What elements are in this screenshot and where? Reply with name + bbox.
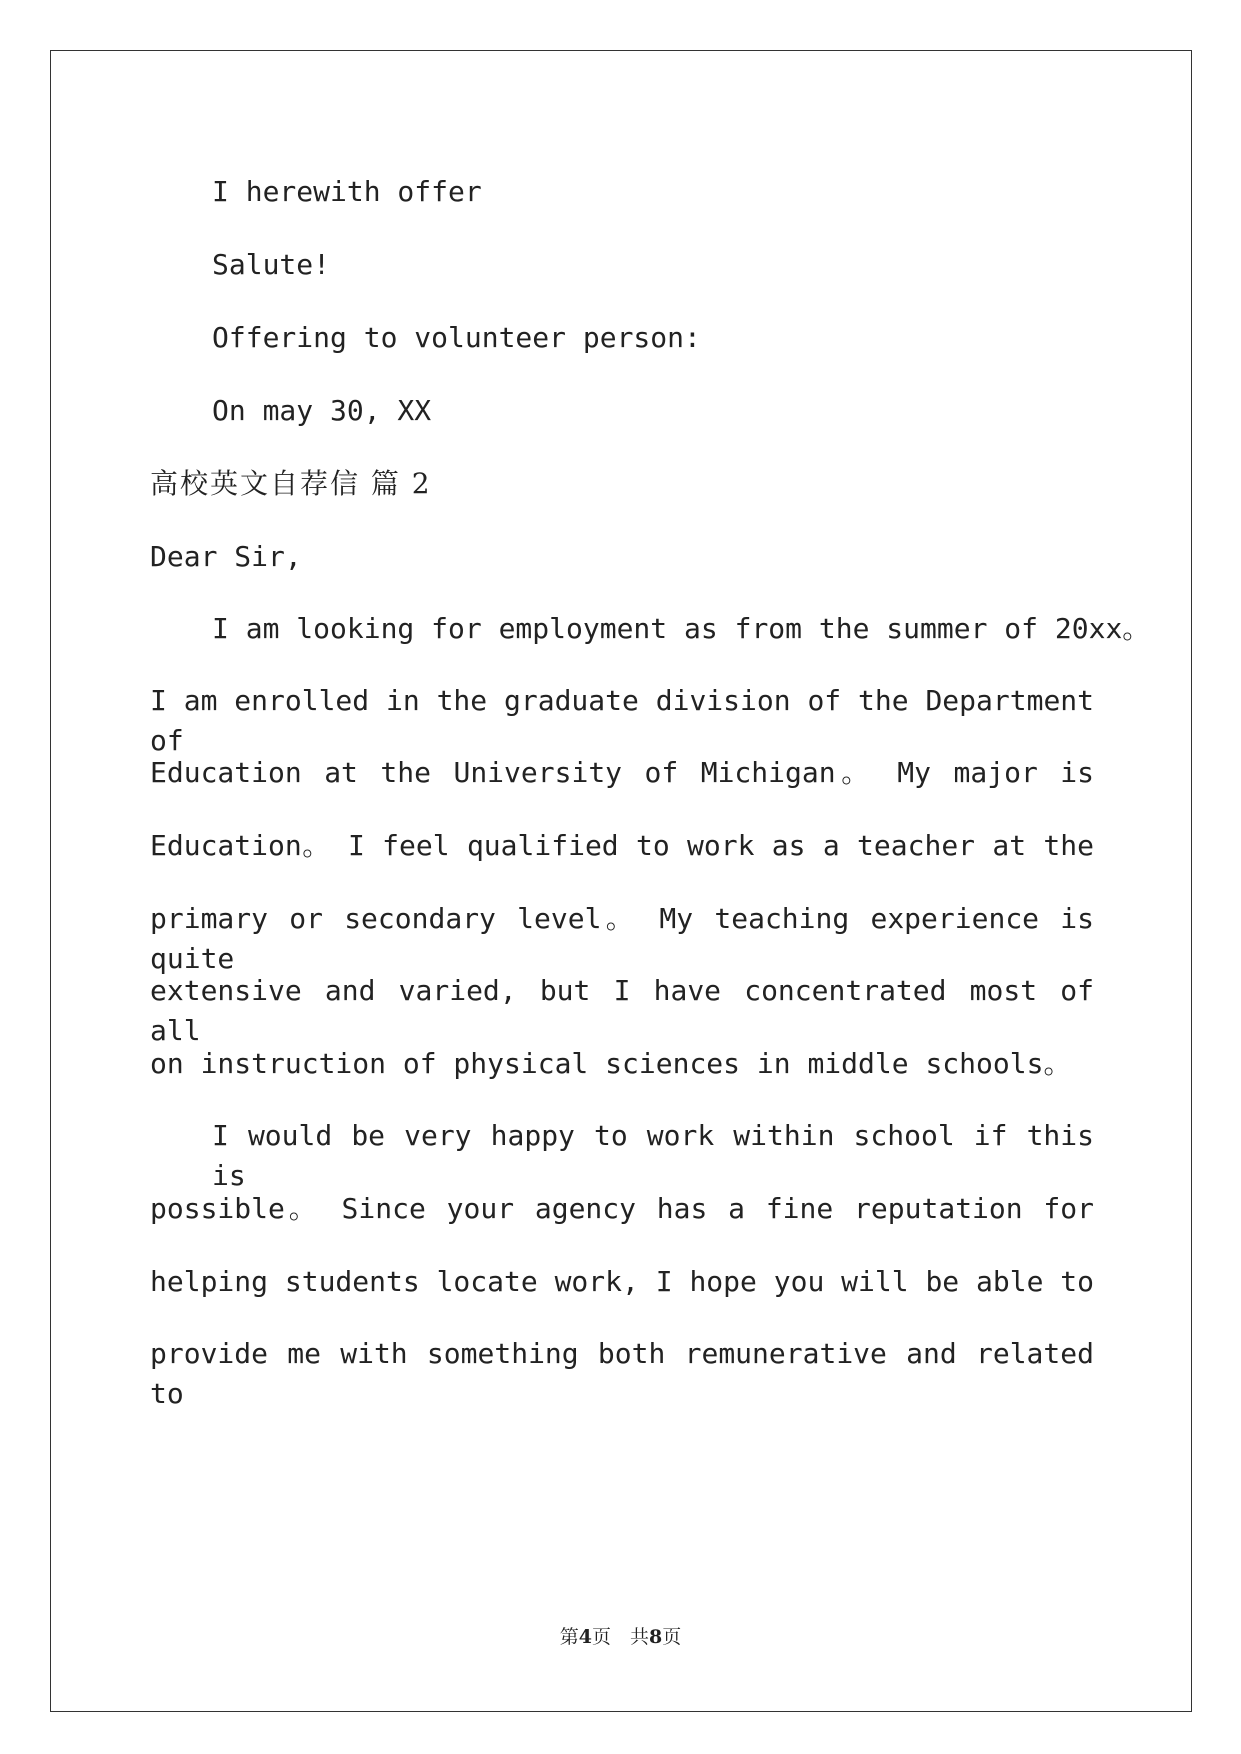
page-number-footer (0, 1622, 1241, 1649)
section-heading: 高校英文自荐信 篇 2 (150, 467, 432, 500)
salutation: Dear Sir, (150, 540, 302, 573)
page-border (50, 50, 1192, 1712)
paragraph1-line: I am enrolled in the graduate division of the Department of (150, 684, 1095, 757)
paragraph2-line: I would be very happy to work within school if this is (212, 1119, 1094, 1192)
footer-prefix: 第 (559, 1626, 579, 1648)
paragraph2-line: helping students locate work, I hope you will be able to (150, 1265, 1095, 1298)
closing-date: On may 30, XX (212, 394, 432, 427)
footer-middle: 页 共 (591, 1626, 649, 1648)
closing-line-volunteer: Offering to volunteer person: (212, 321, 701, 354)
current-page-number: 4 (578, 1626, 592, 1648)
footer-suffix: 页 (662, 1626, 682, 1648)
closing-line-offer: I herewith offer (212, 175, 482, 208)
paragraph1-line: Education at the University of Michigan。 My major is (150, 756, 1094, 789)
paragraph2-line: provide me with something both remunerative and related to (150, 1337, 1094, 1410)
paragraph1-line: on instruction of physical sciences in middle schools。 (150, 1047, 1072, 1080)
closing-line-salute: Salute! (212, 248, 331, 281)
paragraph1-line: Education。 I feel qualified to work as a teacher at the (150, 829, 1094, 862)
paragraph1-line: primary or secondary level。 My teaching experience is quite (150, 902, 1094, 975)
paragraph2-line: possible。 Since your agency has a fine reputation for (150, 1192, 1094, 1225)
paragraph1-line: I am looking for employment as from the summer of 20xx。 (212, 612, 1151, 645)
total-page-number: 8 (649, 1626, 663, 1648)
paragraph1-line: extensive and varied, but I have concentrated most of all (150, 974, 1094, 1047)
